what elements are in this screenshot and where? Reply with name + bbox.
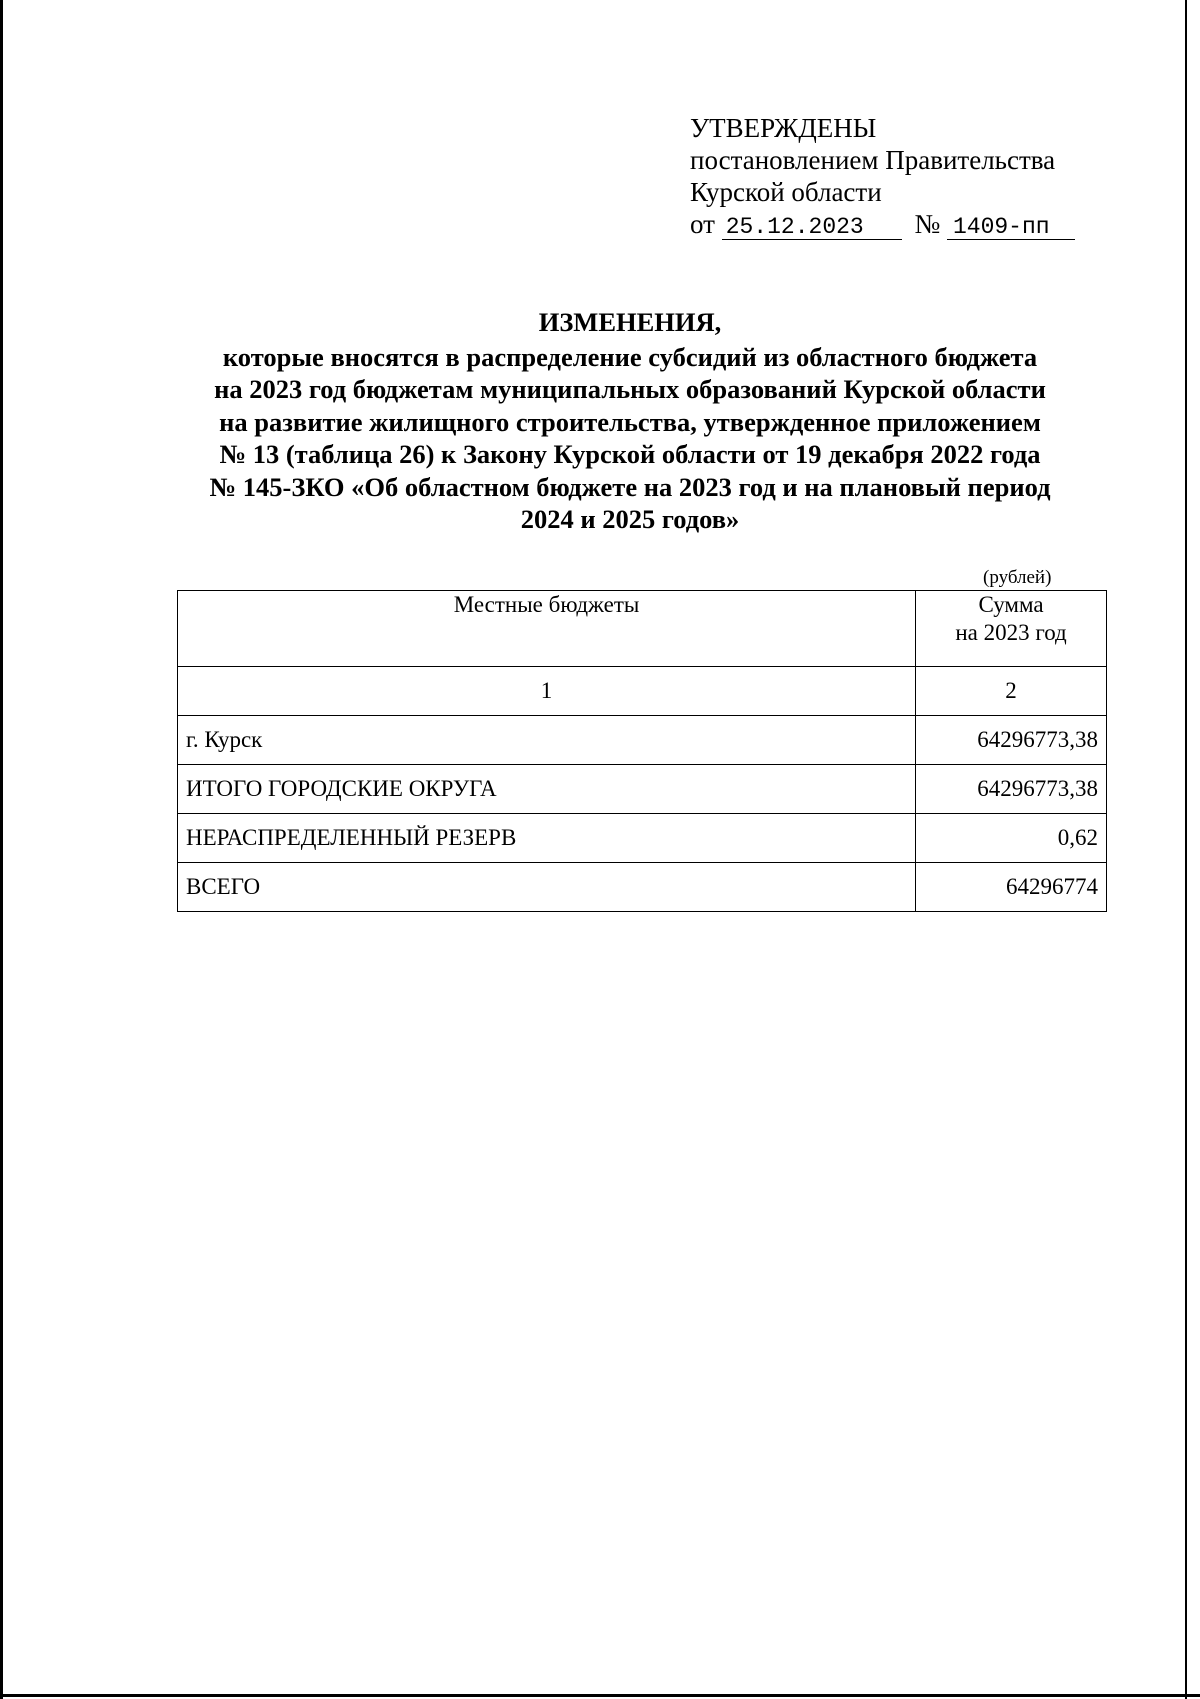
title-main: ИЗМЕНЕНИЯ,	[538, 307, 722, 337]
scan-edge-bottom	[0, 1694, 1200, 1697]
column-numbering-row	[178, 667, 1107, 716]
header-amount-line-1: Сумма	[978, 592, 1044, 617]
scan-edge-left	[0, 0, 3, 1699]
row-amount: 64296774	[916, 863, 1107, 912]
header-local-budgets: Местные бюджеты	[178, 591, 916, 667]
approval-heading: УТВЕРЖДЕНЫ	[690, 113, 877, 143]
approval-block	[690, 112, 1075, 240]
row-name: ИТОГО ГОРОДСКИЕ ОКРУГА	[178, 765, 916, 814]
date-prefix: от	[690, 209, 715, 239]
column-number: 1	[178, 667, 916, 716]
row-amount: 64296773,38	[916, 765, 1107, 814]
number-value: 1409-пп	[947, 215, 1075, 240]
scan-edge-right	[1185, 0, 1187, 1699]
title-line: которые вносятся в распределение субсидий из областного бюджета	[222, 341, 1038, 372]
title-line: № 145-ЗКО «Об областном бюджете на 2023 год и на плановый период	[209, 471, 1051, 502]
number-prefix: №	[914, 209, 941, 239]
units-label: (рублей)	[983, 567, 1052, 588]
table-row	[178, 814, 1107, 863]
table-row	[178, 765, 1107, 814]
approval-line-1: постановлением Правительства	[690, 145, 1056, 175]
row-amount: 64296773,38	[916, 716, 1107, 765]
date-value: 25.12.2023	[722, 215, 902, 240]
table-row	[178, 716, 1107, 765]
row-name: г. Курск	[178, 716, 916, 765]
table-row	[178, 863, 1107, 912]
approval-date-line	[690, 208, 1075, 240]
header-amount	[916, 591, 1107, 667]
title-line: на 2023 год бюджетам муниципальных образований Курской области	[214, 374, 1046, 404]
column-number: 2	[916, 667, 1107, 716]
row-name: ВСЕГО	[178, 863, 916, 912]
table-header-row	[178, 591, 1107, 667]
title-line: 2024 и 2025 годов»	[520, 504, 740, 534]
row-name: НЕРАСПРЕДЕЛЕННЫЙ РЕЗЕРВ	[178, 814, 916, 863]
approval-line-2: Курской области	[690, 177, 882, 207]
title-line: на развитие жилищного строительства, утвержденное приложением	[219, 406, 1041, 437]
budget-table	[177, 590, 1107, 912]
header-amount-line-2: на 2023 год	[955, 620, 1067, 645]
title-line: № 13 (таблица 26) к Закону Курской области от 19 декабря 2022 года	[219, 439, 1041, 469]
row-amount: 0,62	[916, 814, 1107, 863]
document-title	[170, 306, 1090, 536]
